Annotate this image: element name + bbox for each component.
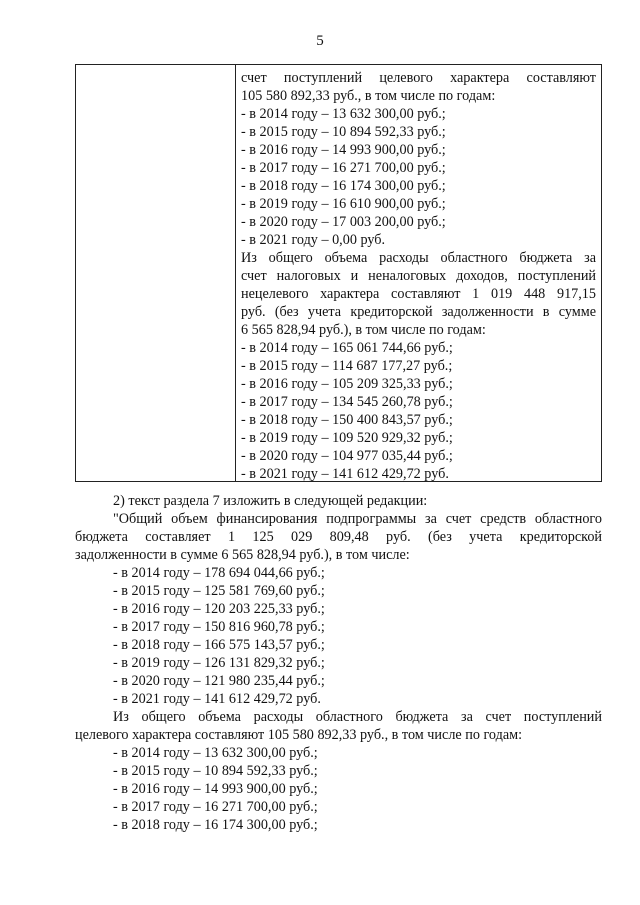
table-list-item: - в 2020 году – 104 977 035,44 руб.;	[241, 448, 453, 464]
table-list-item: - в 2021 году – 141 612 429,72 руб.	[241, 466, 449, 482]
table-list-item: - в 2017 году – 134 545 260,78 руб.;	[241, 394, 453, 410]
table-left-cell	[76, 65, 236, 481]
table-list-item: - в 2017 году – 16 271 700,00 руб.;	[241, 160, 446, 176]
page-number: 5	[316, 33, 324, 49]
paragraph-line: бюджета составляет 1 125 029 809,48 руб. (без учета кредиторской	[75, 529, 602, 545]
section-heading: 2) текст раздела 7 изложить в следующей редакции:	[113, 493, 428, 509]
table-list-item: - в 2014 году – 165 061 744,66 руб.;	[241, 340, 453, 356]
table-list-item: - в 2019 году – 16 610 900,00 руб.;	[241, 196, 446, 212]
table-text-line: 6 565 828,94 руб.), в том числе по годам:	[241, 322, 486, 338]
list-item: - в 2020 году – 121 980 235,44 руб.;	[113, 673, 325, 689]
paragraph-line: Из общего объема расходы областного бюджета за счет поступлений	[113, 709, 602, 725]
list-item: - в 2015 году – 125 581 769,60 руб.;	[113, 583, 325, 599]
table-right-cell	[241, 69, 596, 483]
list-item: - в 2015 году – 10 894 592,33 руб.;	[113, 763, 318, 779]
list-item: - в 2016 году – 14 993 900,00 руб.;	[113, 781, 318, 797]
list-item: - в 2018 году – 16 174 300,00 руб.;	[113, 817, 318, 833]
table-list-item: - в 2015 году – 10 894 592,33 руб.;	[241, 124, 446, 140]
table-text-line: счет поступлений целевого характера составляют	[241, 70, 596, 86]
list-item: - в 2014 году – 178 694 044,66 руб.;	[113, 565, 325, 581]
section-7-text	[75, 492, 602, 834]
list-item: - в 2021 году – 141 612 429,72 руб.	[113, 691, 321, 707]
table-text-line: счет налоговых и неналоговых доходов, поступлений	[241, 268, 596, 284]
list-item: - в 2016 году – 120 203 225,33 руб.;	[113, 601, 325, 617]
list-item: - в 2019 году – 126 131 829,32 руб.;	[113, 655, 325, 671]
table-list-item: - в 2019 году – 109 520 929,32 руб.;	[241, 430, 453, 446]
table-text-line: Из общего объема расходы областного бюджета за	[241, 250, 596, 266]
table-text-line: нецелевого характера составляют 1 019 448 917,15	[241, 286, 596, 302]
table-list-item: - в 2018 году – 150 400 843,57 руб.;	[241, 412, 453, 428]
paragraph-line: задолженности в сумме 6 565 828,94 руб.), в том числе:	[75, 547, 410, 563]
list-item: - в 2018 году – 166 575 143,57 руб.;	[113, 637, 325, 653]
table-list-item: - в 2016 году – 105 209 325,33 руб.;	[241, 376, 453, 392]
list-item: - в 2017 году – 16 271 700,00 руб.;	[113, 799, 318, 815]
list-item: - в 2017 году – 150 816 960,78 руб.;	[113, 619, 325, 635]
table-list-item: - в 2016 году – 14 993 900,00 руб.;	[241, 142, 446, 158]
table-list-item: - в 2018 году – 16 174 300,00 руб.;	[241, 178, 446, 194]
table-list-item: - в 2021 году – 0,00 руб.	[241, 232, 386, 248]
table-list-item: - в 2015 году – 114 687 177,27 руб.;	[241, 358, 453, 374]
table-list-item: - в 2014 году – 13 632 300,00 руб.;	[241, 106, 446, 122]
paragraph-line: "Общий объем финансирования подпрограммы за счет средств областного	[113, 511, 602, 527]
table-text-line: руб. (без учета кредиторской задолженности в сумме	[241, 304, 596, 320]
paragraph-line: целевого характера составляют 105 580 892,33 руб., в том числе по годам:	[75, 727, 523, 743]
table-list-item: - в 2020 году – 17 003 200,00 руб.;	[241, 214, 446, 230]
funding-table	[75, 64, 602, 482]
table-text-line: 105 580 892,33 руб., в том числе по годам:	[241, 88, 496, 104]
list-item: - в 2014 году – 13 632 300,00 руб.;	[113, 745, 318, 761]
